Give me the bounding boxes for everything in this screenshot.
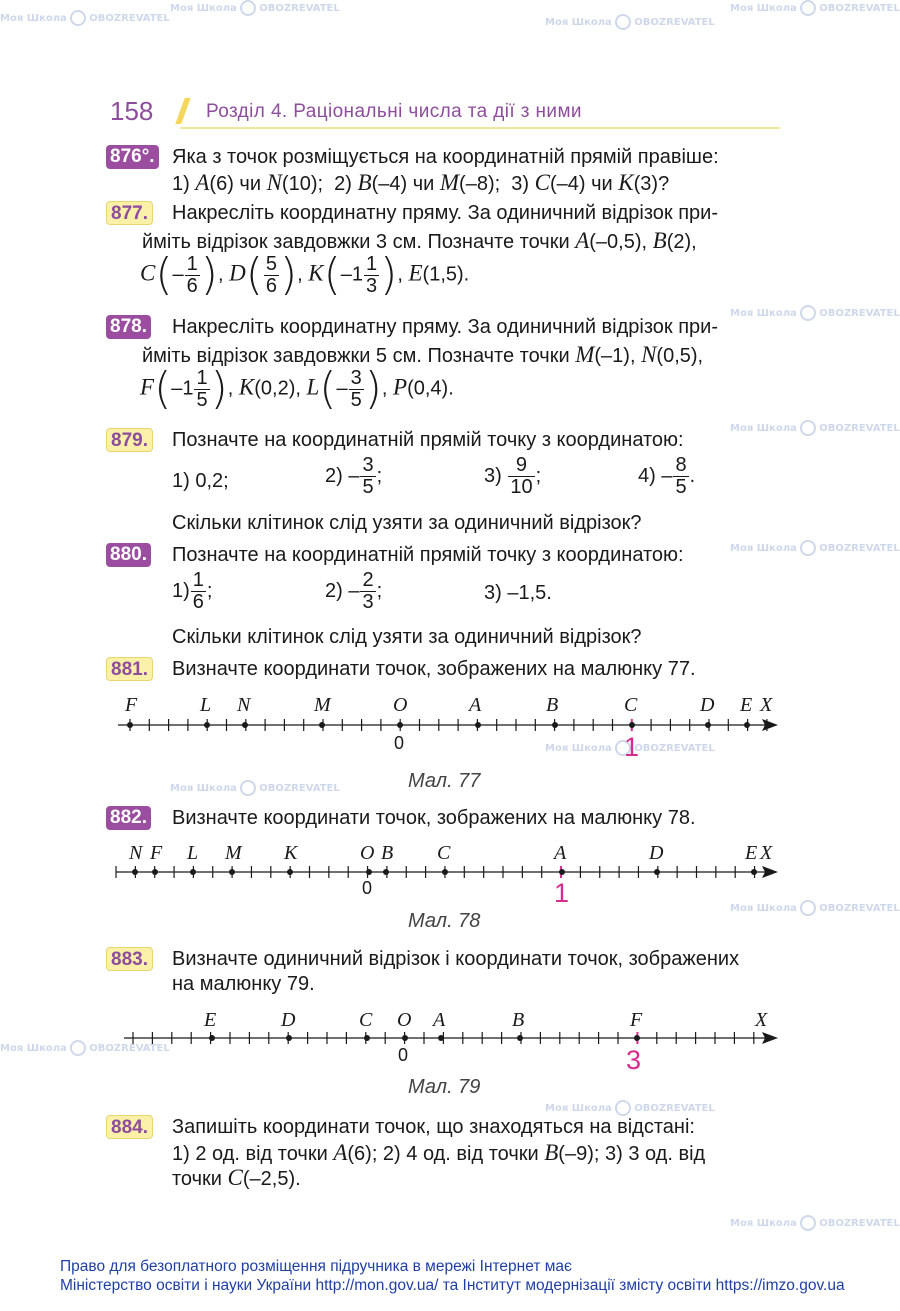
axis-label-X: X [760, 694, 773, 716]
problem-879-item1: 1) 0,2; [172, 470, 229, 492]
point-label-O: O [393, 694, 408, 716]
point-label-B: B [381, 842, 394, 864]
point-label-O: O [360, 842, 375, 864]
point-dot [229, 869, 235, 875]
problem-879-item4: 4) – $\frac{8}{5}$ . [638, 454, 696, 498]
watermark: Моя Школа OBOZREVATEL [545, 14, 715, 30]
problem-882-text: Визначте координати точок, зображених на малюнку 78. [172, 807, 696, 829]
point-label-N: N [237, 694, 251, 716]
point-label-K: K [284, 842, 298, 864]
point-dot [366, 869, 372, 875]
page-number: 158 [110, 96, 154, 126]
point-label-B: B [546, 694, 559, 716]
problem-880-question: Скільки клітинок слід узяти за одиничний відрізок? [172, 626, 642, 648]
figure-79-number-line [0, 1004, 856, 1076]
problem-877-line3: C(– $\frac{1}{6}$ ), D( $\frac{5}{6}$ ), K(–1 $\frac{1}{3}$ ), E(1,5). [140, 249, 470, 300]
point-label-E: E [745, 842, 758, 864]
header-rule [180, 127, 780, 129]
zero-label: 0 [398, 1045, 409, 1065]
watermark: Моя Школа OBOZREVATEL [730, 900, 900, 916]
problem-876-options: 1) A(6) чи N(10); 2) B(–4) чи M(–8); 3) C(–4) чи K(3)? [172, 170, 670, 195]
point-label-A: A [433, 1009, 446, 1031]
point-dot [517, 1035, 523, 1041]
axis-label-X: X [760, 842, 773, 864]
point-label-C: C [437, 842, 451, 864]
problem-877-line1: Накресліть координатну пряму. За одиничний відрізок при- [172, 202, 719, 224]
point-dot [629, 722, 635, 728]
figure-78-caption: Мал. 78 [408, 910, 481, 932]
point-dot [744, 722, 750, 728]
point-label-F: F [125, 694, 138, 716]
point-dot [634, 1035, 640, 1041]
problem-879-question: Скільки клітинок слід узяти за одиничний відрізок? [172, 512, 642, 534]
point-label-D: D [700, 694, 715, 716]
point-dot [383, 869, 389, 875]
watermark: Моя Школа OBOZREVATEL [730, 0, 900, 16]
problem-880-item1: 1) $\frac{1}{6}$ ; [172, 569, 213, 613]
point-label-N: N [129, 842, 143, 864]
problem-number-882: 882. [106, 806, 151, 830]
point-dot [190, 869, 196, 875]
figure-77-caption: Мал. 77 [408, 770, 481, 792]
problem-878-line2: йміть відрізок завдовжки 5 см. Позначте точки M(–1), N(0,5), [142, 342, 704, 367]
header-accent [175, 98, 190, 124]
point-label-F: F [630, 1009, 643, 1031]
point-dot [442, 869, 448, 875]
point-dot [559, 869, 565, 875]
point-dot [209, 1035, 215, 1041]
point-label-C: C [359, 1009, 373, 1031]
point-label-O: O [397, 1009, 412, 1031]
problem-880-item2: 2) – $\frac{2}{3}$ ; [325, 569, 383, 613]
point-dot [132, 869, 138, 875]
problem-876-text: Яка з точок розміщується на координатній прямій правіше: [172, 146, 719, 168]
problem-877-line2: йміть відрізок завдовжки 3 см. Позначте точки A(–0,5), B(2), [142, 228, 697, 253]
point-dot [475, 722, 481, 728]
problem-883-line2: на малюнку 79. [172, 973, 315, 995]
problem-number-881: 881. [106, 657, 153, 681]
section-title: Розділ 4. Раціональні числа та дії з ними [206, 101, 582, 122]
footer-line2: Міністерство освіти і науки України http://mon.gov.ua/ та Інститут модернізації змісту освіти https://imzo.gov.ua [60, 1277, 845, 1294]
point-dot [286, 1035, 292, 1041]
problem-number-884: 884. [106, 1115, 153, 1139]
point-label-E: E [740, 694, 753, 716]
figure-78-number-line [0, 836, 856, 908]
problem-number-879: 879. [106, 428, 153, 452]
point-label-F: F [150, 842, 163, 864]
point-label-A: A [469, 694, 482, 716]
watermark: Моя Школа OBOZREVATEL [170, 780, 340, 796]
point-dot [402, 1035, 408, 1041]
problem-878-line1: Накресліть координатну пряму. За одиничний відрізок при- [172, 316, 719, 338]
figure-77-number-line [0, 688, 856, 760]
watermark: Моя Школа OBOZREVATEL [730, 305, 900, 321]
point-dot [204, 722, 210, 728]
problem-883-line1: Визначте одиничний відрізок і координати точок, зображених [172, 948, 740, 970]
problem-879-item2: 2) – $\frac{3}{5}$ ; [325, 454, 383, 498]
point-dot [552, 722, 558, 728]
point-label-D: D [649, 842, 664, 864]
problem-880-item3: 3) –1,5. [484, 582, 552, 604]
problem-number-878: 878. [106, 315, 151, 339]
problem-879-item3: 3) $\frac{9}{10}$ ; [484, 454, 542, 498]
zero-label: 0 [394, 733, 405, 753]
point-dot [654, 869, 660, 875]
point-label-B: B [512, 1009, 525, 1031]
point-label-L: L [200, 694, 212, 716]
watermark: Моя Школа OBOZREVATEL [730, 540, 900, 556]
watermark: Моя Школа OBOZREVATEL [545, 1100, 715, 1116]
point-label-C: C [624, 694, 638, 716]
problem-879-text: Позначте на координатній прямій точку з координатою: [172, 429, 684, 451]
watermark: Моя Школа OBOZREVATEL [730, 420, 900, 436]
point-label-M: M [225, 842, 242, 864]
footer-line1: Право для безоплатного розміщення підручника в мережі Інтернет має [60, 1258, 572, 1275]
point-label-A: A [554, 842, 567, 864]
point-label-D: D [281, 1009, 296, 1031]
point-dot [319, 722, 325, 728]
unit-label: 1 [554, 878, 570, 908]
point-label-M: M [314, 694, 331, 716]
problem-884-line1: Запишіть координати точок, що знаходяться на відстані: [172, 1116, 695, 1138]
figure-79-caption: Мал. 79 [408, 1076, 481, 1098]
point-label-L: L [187, 842, 199, 864]
unit-label: 1 [624, 732, 640, 762]
problem-881-text: Визначте координати точок, зображених на малюнку 77. [172, 658, 696, 680]
problem-880-text: Позначте на координатній прямій точку з координатою: [172, 544, 684, 566]
point-dot [127, 722, 133, 728]
point-dot [397, 722, 403, 728]
point-dot [152, 869, 158, 875]
point-dot [438, 1035, 444, 1041]
unit-label: 3 [626, 1045, 642, 1075]
watermark: Моя Школа OBOZREVATEL [0, 1040, 170, 1056]
point-dot [751, 869, 757, 875]
axis-label-X: X [755, 1009, 768, 1031]
problem-number-877: 877. [106, 201, 153, 225]
problem-884-line3: точки C(–2,5). [172, 1165, 301, 1190]
problem-878-line3: F(–1 $\frac{1}{5}$ ), K(0,2), L(– $\frac{3}{5}$ ), P(0,4). [140, 363, 454, 414]
watermark: Моя Школа OBOZREVATEL [170, 0, 340, 16]
point-dot [287, 869, 293, 875]
point-dot [242, 722, 248, 728]
problem-number-876: 876°. [106, 145, 159, 169]
watermark: Моя Школа OBOZREVATEL [730, 1215, 900, 1231]
point-dot [364, 1035, 370, 1041]
problem-number-880: 880. [106, 543, 151, 567]
problem-884-line2: 1) 2 од. від точки A(6); 2) 4 од. від точки B(–9); 3) 3 од. від [172, 1140, 706, 1165]
problem-number-883: 883. [106, 947, 153, 971]
point-label-E: E [204, 1009, 217, 1031]
watermark: Моя Школа OBOZREVATEL [545, 740, 715, 756]
watermark: Моя Школа OBOZREVATEL [0, 10, 170, 26]
zero-label: 0 [362, 878, 373, 898]
point-dot [705, 722, 711, 728]
